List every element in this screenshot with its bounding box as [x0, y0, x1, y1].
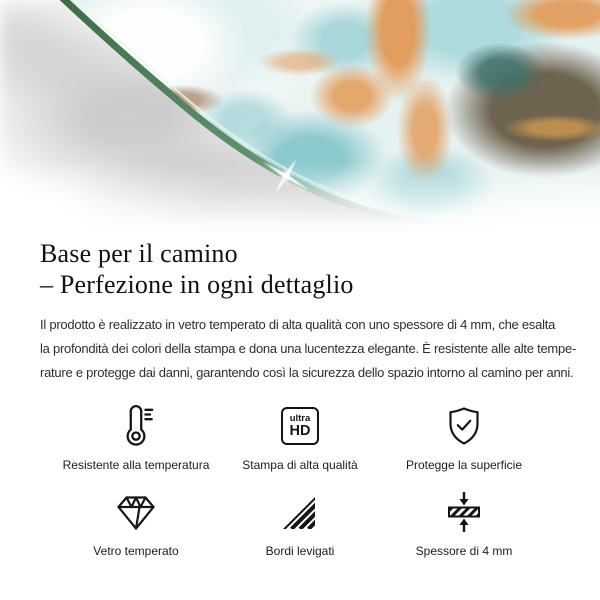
page-title-line1: Base per il camino	[40, 239, 238, 268]
feature-temperature	[54, 403, 218, 473]
shield-check-icon	[442, 403, 486, 449]
feature-surface-protection	[382, 403, 546, 473]
feature-tempered-glass	[54, 489, 218, 559]
description-line: la profondità dei colori della stampa e dona una lucentezza elegante. È resistente alle alte tempe-	[40, 341, 577, 356]
product-description-text	[40, 313, 577, 385]
ultra-hd-icon	[281, 403, 319, 449]
glass-edge	[0, 0, 600, 232]
feature-polished-edges	[218, 489, 382, 559]
page-title-line2: – Perfezione in ogni dettaglio	[40, 270, 354, 299]
feature-label: Protegge la superficie	[405, 458, 523, 472]
feature-print-quality	[218, 403, 382, 473]
feature-grid	[40, 403, 560, 559]
thermometer-icon	[113, 403, 159, 449]
description-line: Il prodotto è realizzato in vetro temperato di alta qualità con uno spessore di 4 mm, che esalta	[40, 317, 556, 332]
ultra-hd-label-bottom: HD	[289, 422, 311, 439]
feature-label: Bordi levigati	[265, 544, 335, 558]
page-title	[40, 238, 560, 300]
ultra-hd-label-top: ultra	[289, 412, 311, 424]
feature-label: Spessore di 4 mm	[415, 544, 513, 558]
feature-label: Vetro temperato	[93, 544, 179, 558]
polished-edges-icon	[278, 489, 322, 535]
feature-thickness	[382, 489, 546, 559]
product-photo	[0, 0, 600, 232]
thickness-icon	[442, 489, 486, 535]
feature-label: Stampa di alta qualità	[242, 458, 358, 472]
description-line: rature e protegge dai danni, garantendo così la sicurezza dello spazio intorno al camino per anni.	[40, 365, 574, 380]
diamond-icon	[114, 489, 158, 535]
feature-label: Resistente alla temperatura	[62, 458, 210, 472]
